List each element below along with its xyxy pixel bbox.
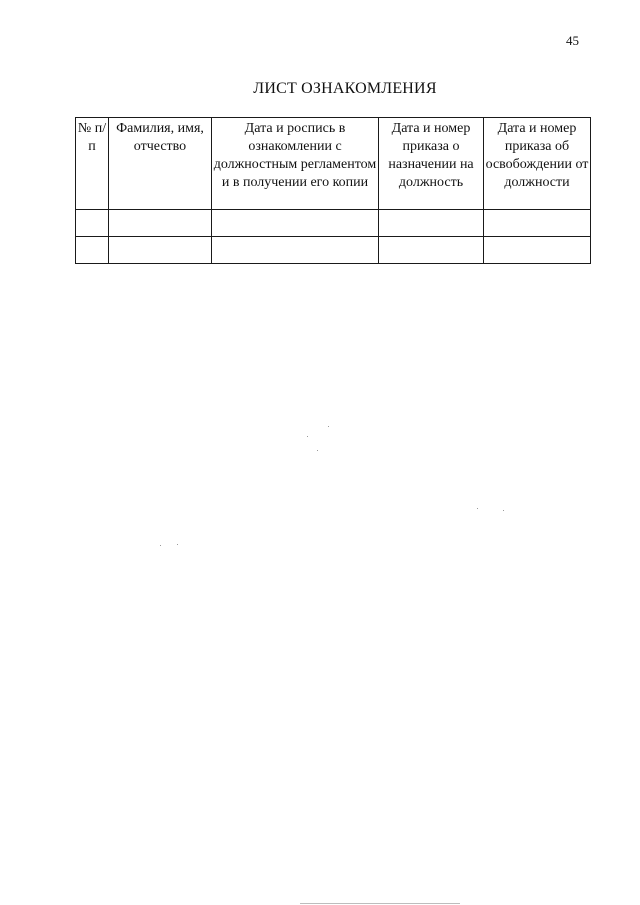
table-row — [76, 210, 591, 237]
page-title: ЛИСТ ОЗНАКОМЛЕНИЯ — [253, 80, 437, 97]
table-header-row — [76, 118, 591, 210]
table-cell[interactable] — [76, 237, 109, 264]
table-cell[interactable] — [484, 210, 591, 237]
header-number: № п/п — [76, 118, 109, 210]
header-appointment-order: Дата и номер приказа о назначении на должность — [379, 118, 484, 210]
table-cell[interactable] — [484, 237, 591, 264]
header-dismissal-order: Дата и номер приказа об освобождении от должности — [484, 118, 591, 210]
table-cell[interactable] — [379, 237, 484, 264]
header-full-name: Фамилия, имя, отчество — [109, 118, 212, 210]
scan-speck — [503, 510, 504, 511]
scan-speck — [328, 426, 329, 427]
table-cell[interactable] — [109, 210, 212, 237]
table-row — [76, 237, 591, 264]
table-cell[interactable] — [212, 210, 379, 237]
table-cell[interactable] — [379, 210, 484, 237]
scan-speck — [307, 436, 308, 437]
scan-edge-line — [300, 903, 460, 904]
header-signature-date: Дата и роспись в ознакомлении с должностным регламентом и в получении его копии — [212, 118, 379, 210]
acknowledgment-table — [75, 117, 591, 264]
scan-speck — [477, 508, 478, 509]
page-number: 45 — [566, 33, 579, 48]
scan-speck — [177, 544, 178, 545]
table-cell[interactable] — [212, 237, 379, 264]
table-cell[interactable] — [76, 210, 109, 237]
scan-speck — [160, 545, 161, 546]
table-cell[interactable] — [109, 237, 212, 264]
scan-speck — [317, 450, 318, 451]
